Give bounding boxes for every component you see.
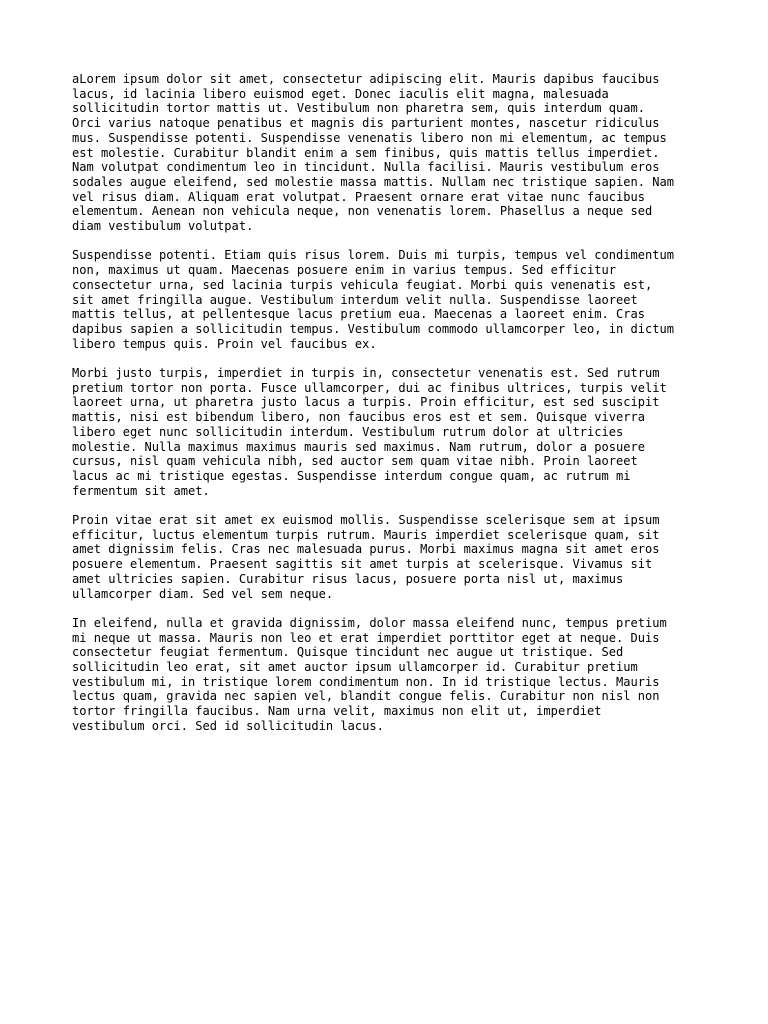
line: pretium tortor non porta. Fusce ullamcorper, dui ac finibus ultrices, turpis velit — [72, 380, 667, 395]
document-page — [72, 72, 702, 748]
paragraph-2 — [72, 248, 702, 351]
line: Suspendisse potenti. Etiam quis risus lorem. Duis mi turpis, tempus vel condimentum — [72, 248, 674, 263]
line: efficitur, luctus elementum turpis rutrum. Mauris imperdiet scelerisque quam, sit — [72, 527, 660, 542]
line: aLorem ipsum dolor sit amet, consectetur adipiscing elit. Mauris dapibus faucibus — [72, 72, 660, 86]
line: sodales augue eleifend, sed molestie massa mattis. Nullam nec tristique sapien. Nam — [72, 174, 674, 189]
line: consectetur urna, sed lacinia turpis vehicula feugiat. Morbi quis venenatis est, — [72, 277, 653, 292]
paragraph-1 — [72, 72, 702, 234]
line: Morbi justo turpis, imperdiet in turpis in, consectetur venenatis est. Sed rutrum — [72, 366, 660, 381]
line: mattis, nisi est bibendum libero, non faucibus eros est et sem. Quisque viverra — [72, 410, 645, 425]
line: dapibus sapien a sollicitudin tempus. Vestibulum commodo ullamcorper leo, in dictum — [72, 321, 674, 336]
line: laoreet urna, ut pharetra justo lacus a turpis. Proin efficitur, est sed suscipit — [72, 395, 660, 410]
line: lectus quam, gravida nec sapien vel, blandit congue felis. Curabitur non nisl non — [72, 689, 660, 704]
line: sollicitudin tortor mattis ut. Vestibulum non pharetra sem, quis interdum quam. — [72, 101, 645, 116]
line: In eleifend, nulla et gravida dignissim, dolor massa eleifend nunc, tempus pretium — [72, 615, 667, 630]
line: Proin vitae erat sit amet ex euismod mollis. Suspendisse scelerisque sem at ipsum — [72, 513, 660, 528]
paragraph-4 — [72, 513, 702, 601]
line: molestie. Nulla maximus maximus mauris sed maximus. Nam rutrum, dolor a posuere — [72, 439, 645, 454]
line: mi neque ut massa. Mauris non leo et erat imperdiet porttitor eget at neque. Duis — [72, 630, 660, 645]
line: lacus ac mi tristique egestas. Suspendisse interdum congue quam, ac rutrum mi — [72, 468, 631, 483]
line: vestibulum mi, in tristique lorem condimentum non. In id tristique lectus. Mauris — [72, 674, 660, 689]
line: mus. Suspendisse potenti. Suspendisse venenatis libero non mi elementum, ac tempus — [72, 130, 667, 145]
line: tortor fringilla faucibus. Nam urna velit, maximus non elit ut, imperdiet — [72, 704, 602, 719]
line: libero tempus quis. Proin vel faucibus ex. — [72, 336, 377, 351]
line: amet ultricies sapien. Curabitur risus lacus, posuere porta nisl ut, maximus — [72, 571, 624, 586]
line: est molestie. Curabitur blandit enim a sem finibus, quis mattis tellus imperdiet. — [72, 145, 660, 160]
line: Orci varius natoque penatibus et magnis dis parturient montes, nascetur ridiculus — [72, 116, 660, 131]
line: sollicitudin leo erat, sit amet auctor ipsum ullamcorper id. Curabitur pretium — [72, 660, 638, 675]
line: consectetur feugiat fermentum. Quisque tincidunt nec augue ut tristique. Sed — [72, 645, 624, 660]
line: cursus, nisl quam vehicula nibh, sed auctor sem quam vitae nibh. Proin laoreet — [72, 454, 638, 469]
line: vestibulum orci. Sed id sollicitudin lacus. — [72, 718, 384, 733]
line: sit amet fringilla augue. Vestibulum interdum velit nulla. Suspendisse laoreet — [72, 292, 638, 307]
line: amet dignissim felis. Cras nec malesuada purus. Morbi maximus magna sit amet eros — [72, 542, 660, 557]
line: Nam volutpat condimentum leo in tincidunt. Nulla facilisi. Mauris vestibulum eros — [72, 160, 660, 175]
paragraph-5 — [72, 616, 702, 734]
line: posuere elementum. Praesent sagittis sit amet turpis at scelerisque. Vivamus sit — [72, 557, 653, 572]
line: fermentum sit amet. — [72, 483, 210, 498]
line: libero eget nunc sollicitudin interdum. Vestibulum rutrum dolor at ultricies — [72, 424, 624, 439]
line: lacus, id lacinia libero euismod eget. Donec iaculis elit magna, malesuada — [72, 86, 609, 101]
paragraph-3 — [72, 366, 702, 498]
line: elementum. Aenean non vehicula neque, non venenatis lorem. Phasellus a neque sed — [72, 204, 653, 219]
line: non, maximus ut quam. Maecenas posuere enim in varius tempus. Sed efficitur — [72, 263, 616, 278]
line: vel risus diam. Aliquam erat volutpat. Praesent ornare erat vitae nunc faucibus — [72, 189, 645, 204]
line: ullamcorper diam. Sed vel sem neque. — [72, 586, 334, 601]
line: mattis tellus, at pellentesque lacus pretium eua. Maecenas a laoreet enim. Cras — [72, 307, 645, 322]
line: diam vestibulum volutpat. — [72, 219, 254, 234]
